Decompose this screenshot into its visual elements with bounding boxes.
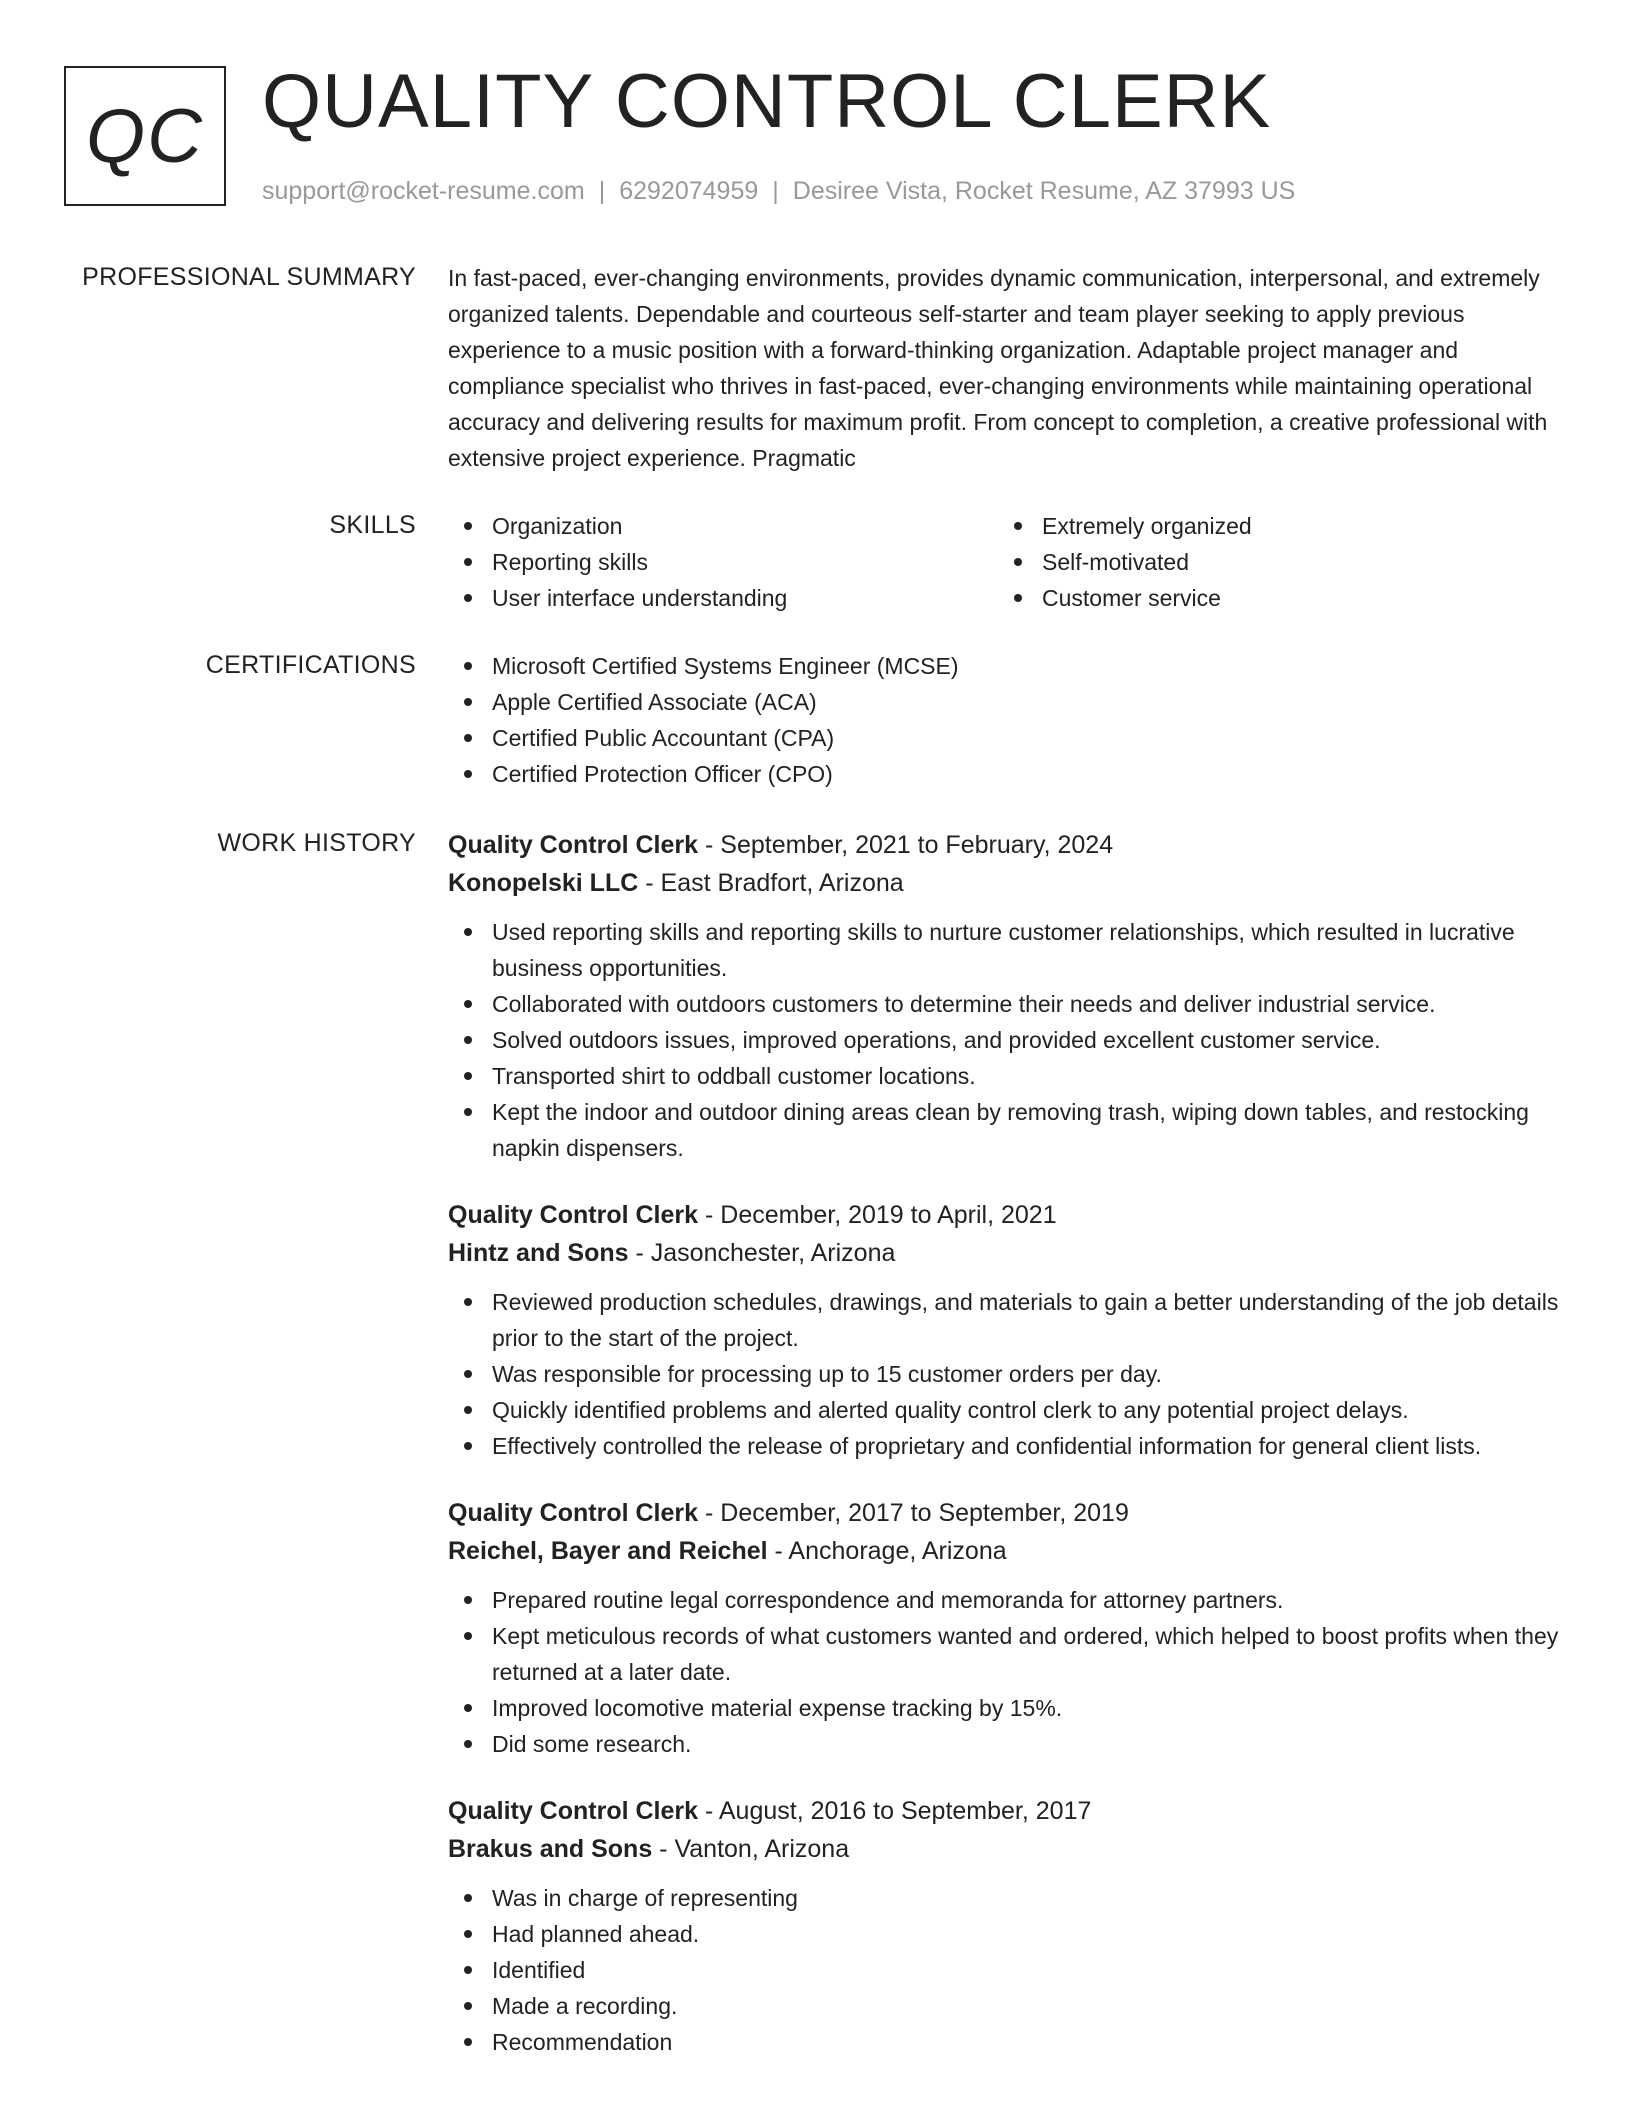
job-duty-item: Recommendation bbox=[448, 2024, 1568, 2060]
job-dates: - December, 2019 to April, 2021 bbox=[698, 1201, 1057, 1229]
skills-list-right bbox=[998, 508, 1548, 616]
job-title: Quality Control Clerk bbox=[448, 831, 699, 859]
resume-title: QUALITY CONTROL CLERK bbox=[262, 59, 1272, 144]
skills-list-left bbox=[448, 508, 998, 616]
job-company: Hintz and Sons bbox=[448, 1239, 629, 1267]
summary-text: In fast-paced, ever-changing environments, provides dynamic communication, interpersonal, and extremely organized talents. Dependable and courteous self-starter and team player seeking to apply previous experience to a music position with a forward-thinking organization. Adaptable project manager and compliance specialist who thrives in fast-paced, ever-changing environments while maintaining operational accuracy and delivering results for maximum profit. From concept to completion, a creative professional with extensive project experience. Pragmatic bbox=[448, 265, 1548, 471]
job-location: - Vanton, Arizona bbox=[652, 1835, 850, 1863]
job-duty-item: Solved outdoors issues, improved operations, and provided excellent customer service. bbox=[448, 1022, 1568, 1058]
job-duty-item: Reviewed production schedules, drawings, and materials to gain a better understanding of the job details prior to the start of the project. bbox=[448, 1284, 1568, 1356]
job-company-line bbox=[448, 1234, 1568, 1272]
job-company-line bbox=[448, 864, 1568, 902]
job-duty-item: Used reporting skills and reporting skills to nurture customer relationships, which resulted in lucrative business opportunities. bbox=[448, 914, 1568, 986]
job-title-line bbox=[448, 1494, 1568, 1532]
job-title-line bbox=[448, 1792, 1568, 1830]
section-label-certifications: CERTIFICATIONS bbox=[205, 651, 416, 679]
job-company-line bbox=[448, 1532, 1568, 1570]
section-label-skills: SKILLS bbox=[329, 511, 416, 539]
job-duty-item: Transported shirt to oddball customer locations. bbox=[448, 1058, 1568, 1094]
skill-item: User interface understanding bbox=[448, 580, 998, 616]
job-company-line bbox=[448, 1830, 1568, 1868]
job-entry bbox=[448, 1196, 1568, 1464]
job-entry bbox=[448, 1792, 1568, 2060]
skill-item: Self-motivated bbox=[998, 544, 1548, 580]
contact-separator: | bbox=[598, 177, 606, 205]
job-duties-list bbox=[448, 1880, 1568, 2060]
job-duty-item: Effectively controlled the release of proprietary and confidential information for general client lists. bbox=[448, 1428, 1568, 1464]
section-label-summary: PROFESSIONAL SUMMARY bbox=[82, 263, 416, 291]
job-company: Reichel, Bayer and Reichel bbox=[448, 1537, 768, 1565]
contact-address: Desiree Vista, Rocket Resume, AZ 37993 US bbox=[792, 177, 1296, 205]
job-entry bbox=[448, 1494, 1568, 1762]
job-entry bbox=[448, 826, 1568, 1166]
job-duty-item: Was in charge of representing bbox=[448, 1880, 1568, 1916]
monogram-initials: QC bbox=[86, 93, 204, 179]
job-location: - East Bradfort, Arizona bbox=[638, 869, 904, 897]
contact-separator: | bbox=[772, 177, 779, 205]
certification-item: Certified Protection Officer (CPO) bbox=[448, 756, 1568, 792]
job-dates: - August, 2016 to September, 2017 bbox=[698, 1797, 1092, 1825]
contact-email: support@rocket-resume.com bbox=[262, 177, 585, 205]
contact-line bbox=[262, 174, 1295, 208]
section-label-work-history: WORK HISTORY bbox=[217, 829, 416, 857]
job-location: - Anchorage, Arizona bbox=[767, 1537, 1007, 1565]
job-duty-item: Collaborated with outdoors customers to determine their needs and deliver industrial service. bbox=[448, 986, 1568, 1022]
monogram-box bbox=[64, 66, 226, 206]
skill-item: Organization bbox=[448, 508, 998, 544]
job-duties-list bbox=[448, 1582, 1568, 1762]
job-title: Quality Control Clerk bbox=[448, 1201, 699, 1229]
job-duty-item: Identified bbox=[448, 1952, 1568, 1988]
job-duty-item: Prepared routine legal correspondence and memoranda for attorney partners. bbox=[448, 1582, 1568, 1618]
job-dates: - September, 2021 to February, 2024 bbox=[698, 831, 1114, 859]
job-duty-item: Had planned ahead. bbox=[448, 1916, 1568, 1952]
certification-item: Certified Public Accountant (CPA) bbox=[448, 720, 1568, 756]
job-duties-list bbox=[448, 914, 1568, 1166]
job-duty-item: Was responsible for processing up to 15 customer orders per day. bbox=[448, 1356, 1568, 1392]
job-location: - Jasonchester, Arizona bbox=[628, 1239, 896, 1267]
job-duty-item: Quickly identified problems and alerted quality control clerk to any potential project delays. bbox=[448, 1392, 1568, 1428]
certification-item: Microsoft Certified Systems Engineer (MCSE) bbox=[448, 648, 1568, 684]
job-duty-item: Improved locomotive material expense tracking by 15%. bbox=[448, 1690, 1568, 1726]
job-title-line bbox=[448, 1196, 1568, 1234]
certifications-list bbox=[448, 648, 1568, 792]
job-title-line bbox=[448, 826, 1568, 864]
job-duties-list bbox=[448, 1284, 1568, 1464]
job-title: Quality Control Clerk bbox=[448, 1797, 699, 1825]
skill-item: Customer service bbox=[998, 580, 1548, 616]
job-company: Brakus and Sons bbox=[448, 1835, 653, 1863]
job-title: Quality Control Clerk bbox=[448, 1499, 699, 1527]
job-duty-item: Made a recording. bbox=[448, 1988, 1568, 2024]
certification-item: Apple Certified Associate (ACA) bbox=[448, 684, 1568, 720]
job-dates: - December, 2017 to September, 2019 bbox=[698, 1499, 1129, 1527]
skill-item: Extremely organized bbox=[998, 508, 1548, 544]
job-duty-item: Kept meticulous records of what customers wanted and ordered, which helped to boost profits when they returned at a later date. bbox=[448, 1618, 1568, 1690]
contact-phone: 6292074959 bbox=[619, 177, 759, 205]
job-duty-item: Kept the indoor and outdoor dining areas clean by removing trash, wiping down tables, and restocking napkin dispensers. bbox=[448, 1094, 1568, 1166]
job-company: Konopelski LLC bbox=[448, 869, 639, 897]
job-duty-item: Did some research. bbox=[448, 1726, 1568, 1762]
skill-item: Reporting skills bbox=[448, 544, 998, 580]
